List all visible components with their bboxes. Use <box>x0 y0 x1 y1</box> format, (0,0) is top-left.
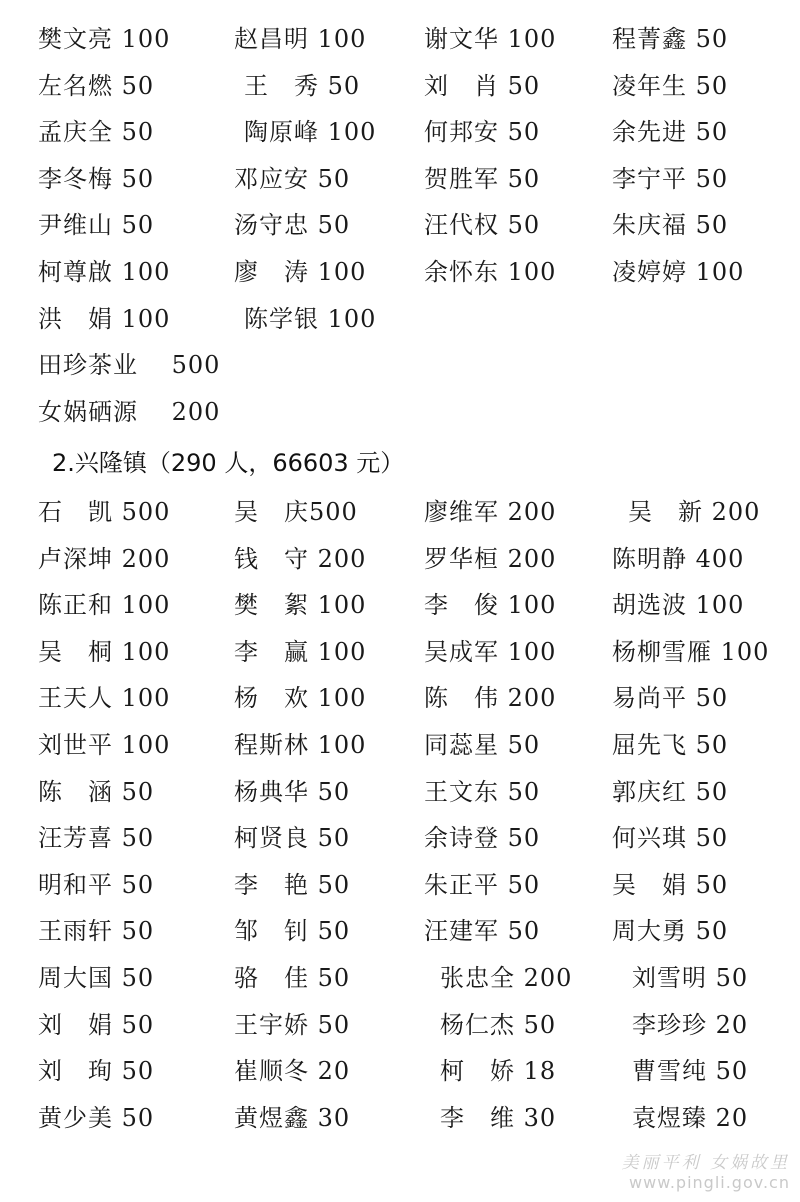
donor-entry: 杨 欢 100 <box>234 684 367 713</box>
donor-entry: 谢文华 100 <box>424 25 557 53</box>
donor-row <box>0 1002 800 1048</box>
donor-entry: 吴 新 200 <box>628 498 761 526</box>
donor-row <box>0 769 800 815</box>
donor-entry: 李 俊 100 <box>424 591 557 620</box>
donor-entry: 赵昌明 100 <box>234 25 367 53</box>
donor-row <box>0 629 800 675</box>
donor-entry: 廖 涛 100 <box>234 258 367 286</box>
donor-entry: 李 艳 50 <box>234 870 351 899</box>
donor-row <box>0 722 800 768</box>
watermark-slogan: 美丽平利 女娲故里 <box>621 1153 790 1173</box>
donor-entry: 邓应安 50 <box>234 164 351 193</box>
donor-entry: 吴 娟 50 <box>612 870 729 899</box>
donor-entry: 孟庆全 50 <box>38 118 155 147</box>
donor-entry: 吴 庆500 <box>234 498 358 526</box>
donor-entry: 张忠全 200 <box>440 964 573 992</box>
donor-row <box>0 389 800 435</box>
donor-entry: 汤守忠 50 <box>234 211 351 240</box>
donor-row <box>0 862 800 908</box>
donor-entry: 陈明静 400 <box>612 544 745 573</box>
donor-entry: 袁煜臻 20 <box>632 1103 749 1132</box>
donor-row <box>0 63 800 109</box>
donor-entry: 李 维 30 <box>440 1103 557 1132</box>
donor-entry: 明和平 50 <box>38 870 155 899</box>
donor-entry: 王雨轩 50 <box>38 917 155 946</box>
donor-entry: 廖维军 200 <box>424 498 557 526</box>
donor-entry: 朱正平 50 <box>424 870 541 899</box>
donor-entry: 陈 涵 50 <box>38 777 155 806</box>
donor-row <box>0 249 800 295</box>
donor-entry: 刘世平 100 <box>38 731 171 759</box>
donor-entry: 黄少美 50 <box>38 1103 155 1132</box>
donor-entry: 李 赢 100 <box>234 637 367 666</box>
donor-entry: 柯贤良 50 <box>234 824 351 853</box>
donor-entry: 李宁平 50 <box>612 164 729 193</box>
donor-row <box>0 342 800 388</box>
donor-entry: 陈学银 100 <box>244 304 377 333</box>
donor-entry: 易尚平 50 <box>612 684 729 713</box>
donor-entry: 樊 絮 100 <box>234 591 367 620</box>
donor-entry: 骆 佳 50 <box>234 964 351 992</box>
donor-entry: 刘 肖 50 <box>424 71 541 100</box>
donor-row <box>0 675 800 721</box>
donor-entry: 刘 娟 50 <box>38 1010 155 1039</box>
donor-entry: 崔顺冬 20 <box>234 1057 351 1086</box>
donor-entry: 洪 娟 100 <box>38 304 171 333</box>
donor-entry: 柯 娇 18 <box>440 1057 557 1086</box>
donor-row <box>0 955 800 1001</box>
donor-entry: 程斯林 100 <box>234 731 367 759</box>
donor-entry: 程菁鑫 50 <box>612 25 729 53</box>
donor-entry: 吴 桐 100 <box>38 637 171 666</box>
watermark-url: www.pingli.gov.cn <box>629 1173 790 1192</box>
donor-entry: 汪建军 50 <box>424 917 541 946</box>
donor-entry: 胡选波 100 <box>612 591 745 620</box>
donor-entry: 屈先飞 50 <box>612 731 729 759</box>
donor-row <box>0 815 800 861</box>
donor-row <box>0 489 800 535</box>
donor-row <box>0 908 800 954</box>
donor-entry: 周大国 50 <box>38 964 155 992</box>
donor-entry: 何邦安 50 <box>424 118 541 147</box>
donor-entry: 凌婷婷 100 <box>612 258 745 286</box>
donor-entry: 刘 珣 50 <box>38 1057 155 1086</box>
donor-entry: 王文东 50 <box>424 777 541 806</box>
donor-entry: 吴成军 100 <box>424 637 557 666</box>
donor-row <box>0 109 800 155</box>
donor-row <box>0 296 800 342</box>
donor-entry: 陈正和 100 <box>38 591 171 620</box>
donor-entry: 钱 守 200 <box>234 544 367 573</box>
donor-entry: 陶原峰 100 <box>244 118 377 147</box>
donor-row <box>0 16 800 62</box>
donor-entry: 李珍珍 20 <box>632 1010 749 1039</box>
donor-entry: 余诗登 50 <box>424 824 541 853</box>
donor-entry: 邹 钊 50 <box>234 917 351 946</box>
donor-entry: 余先进 50 <box>612 118 729 147</box>
donor-entry: 杨柳雪雁 100 <box>612 637 770 666</box>
donor-entry: 凌年生 50 <box>612 71 729 100</box>
donor-entry: 左名燃 50 <box>38 71 155 100</box>
donor-entry: 王天人 100 <box>38 684 171 713</box>
donor-row <box>0 536 800 582</box>
site-watermark <box>622 1148 790 1192</box>
donor-entry: 石 凯 500 <box>38 498 171 526</box>
donor-entry: 樊文亮 100 <box>38 25 171 53</box>
donor-entry: 柯尊啟 100 <box>38 258 171 286</box>
donor-entry: 田珍茶业 500 <box>38 351 221 380</box>
donor-entry: 汪代权 50 <box>424 211 541 240</box>
donor-entry: 王宇娇 50 <box>234 1010 351 1039</box>
donor-entry: 杨典华 50 <box>234 777 351 806</box>
donor-row <box>0 202 800 248</box>
donor-entry: 卢深坤 200 <box>38 544 171 573</box>
donor-row <box>0 1095 800 1141</box>
donor-row <box>0 156 800 202</box>
donor-entry: 汪芳喜 50 <box>38 824 155 853</box>
donor-entry: 郭庆红 50 <box>612 777 729 806</box>
donor-entry: 黄煜鑫 30 <box>234 1103 351 1132</box>
donor-entry: 罗华桓 200 <box>424 544 557 573</box>
donor-entry: 女娲硒源 200 <box>38 397 221 426</box>
donor-entry: 尹维山 50 <box>38 211 155 240</box>
donor-row <box>0 582 800 628</box>
donor-entry: 刘雪明 50 <box>632 964 749 992</box>
donor-entry: 杨仁杰 50 <box>440 1010 557 1039</box>
donor-entry: 何兴琪 50 <box>612 824 729 853</box>
donor-row <box>0 1048 800 1094</box>
donor-entry: 余怀东 100 <box>424 258 557 286</box>
donor-entry: 曹雪纯 50 <box>632 1057 749 1086</box>
section-heading-xinglong: 2.兴隆镇（290 人，66603 元） <box>52 449 405 477</box>
donor-entry: 朱庆福 50 <box>612 211 729 240</box>
donor-entry: 王 秀 50 <box>244 71 361 100</box>
donor-entry: 李冬梅 50 <box>38 164 155 193</box>
donor-entry: 同蕊星 50 <box>424 731 541 759</box>
donor-entry: 周大勇 50 <box>612 917 729 946</box>
donor-entry: 贺胜军 50 <box>424 164 541 193</box>
donor-entry: 陈 伟 200 <box>424 684 557 713</box>
